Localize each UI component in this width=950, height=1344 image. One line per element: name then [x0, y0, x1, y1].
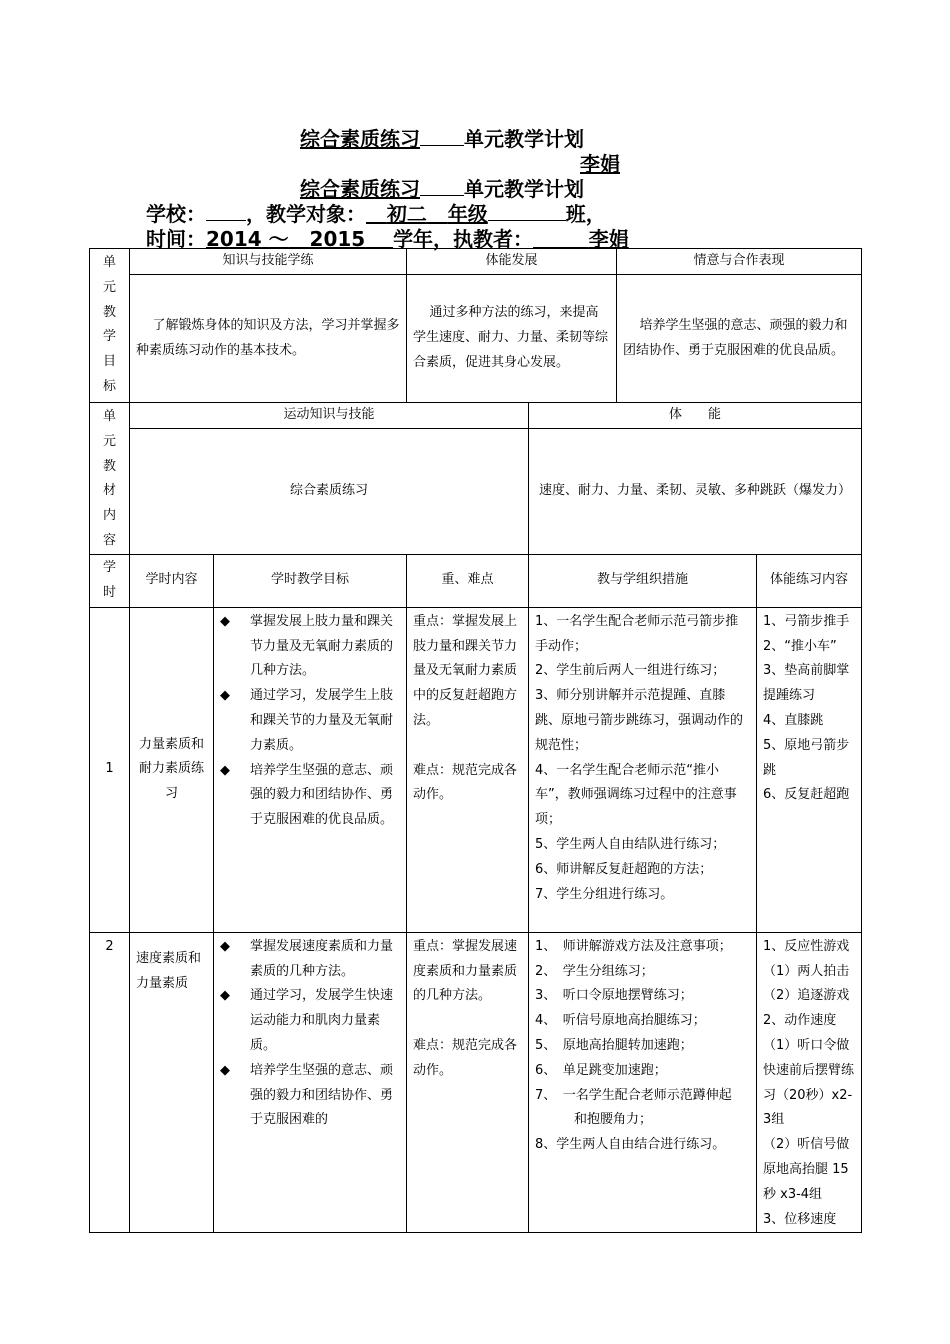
lesson-2-measure-item: 6、 单足跳变加速跑； [535, 1062, 667, 1078]
lesson-2-goal-item: ◆ 通过学习，发展学生快速运动能力和肌肉力量素质。 [220, 988, 394, 1053]
lesson-2-goal-item: ◆ 培养学生坚强的意志、顽强的毅力和团结协作、勇于克服困难的 [220, 1062, 394, 1128]
lessons-header-keypoints: 重、难点 [407, 554, 529, 607]
lessons-side-label: 学时 [90, 554, 130, 607]
lesson-1-goals [214, 607, 407, 932]
grade-value: 初二 年级 [386, 202, 488, 226]
lesson-1-measure-item: 5、学生两人自由结队进行练习； [535, 836, 726, 852]
content-header-fitness: 体 能 [529, 403, 862, 429]
school-blank [206, 202, 246, 221]
lesson-1-measure-item: 3、师分别讲解并示范提踵、直膝跳、原地弓箭步跳练习，强调动作的规范性； [535, 688, 744, 753]
title-topic: 综合素质练习 [300, 127, 420, 151]
lesson-1-measure-item: 4、一名学生配合老师示范“推小车”，教师强调练习过程中的注意事项； [535, 762, 737, 828]
lesson-1-exercise-item: 1、弓箭步推手 [763, 613, 850, 629]
goals-text-skills: 了解锻炼身体的知识及方法，学习并掌握多种素质练习动作的基本技术。 [130, 275, 407, 403]
lesson-2-difficulty: 难点：规范完成各动作。 [413, 1037, 518, 1078]
lesson-2-keypoints [407, 932, 529, 1233]
goals-header-skills: 知识与技能学练 [130, 249, 407, 275]
school-line [146, 201, 606, 227]
lesson-1-keypoints [407, 607, 529, 932]
lesson-2-measure-item: 2、 学生分组练习； [535, 963, 654, 979]
content-side-label: 单元教材内容 [90, 403, 130, 555]
lesson-2-measure-item: 3、 听口令原地摆臂练习； [535, 988, 693, 1004]
lesson-1-goal-item: ◆ 培养学生坚强的意志、顽强的毅力和团结协作、勇于克服困难的优良品质。 [220, 762, 394, 828]
lesson-1-exercise-item: 5、原地弓箭步跳 [763, 737, 850, 778]
goals-header-attitude: 情意与合作表现 [617, 249, 862, 275]
lesson-1-measures [529, 607, 757, 932]
lesson-2-measure-item: 7、 一名学生配合老师示范蹲伸起 和抱腰角力； [535, 1087, 732, 1128]
lesson-1-exercises [757, 607, 862, 932]
goals-text-fitness: 通过多种方法的练习，来提高学生速度、耐力、力量、柔韧等综合素质，促进其身心发展。 [407, 275, 617, 403]
lesson-1-measure-item: 1、一名学生配合老师示范弓箭步推手动作； [535, 613, 739, 654]
lesson-2-measure-item: 5、 原地高抬腿转加速跑； [535, 1037, 693, 1053]
lessons-header-measures: 教与学组织措施 [529, 554, 757, 607]
title-blank [420, 127, 464, 146]
lesson-2-number: 2 [90, 932, 130, 1233]
goals-text-attitude: 培养学生坚强的意志、顽强的毅力和团结协作、勇于克服困难的优良品质。 [617, 275, 862, 403]
class-suffix: 班， [565, 202, 606, 226]
lesson-2-topic: 速度素质和力量素质 [130, 932, 214, 1233]
school-label: 学校： [146, 202, 206, 226]
content-text-fitness: 速度、耐力、力量、柔韧、灵敏、多种跳跃（爆发力） [529, 429, 862, 554]
class-blank [488, 202, 566, 221]
lesson-2-measures [529, 932, 757, 1233]
year-range: 2014 ～ 2015 [206, 227, 366, 251]
title-line-2 [300, 176, 584, 202]
school-sep: ，教学对象： [246, 202, 366, 226]
title-suffix: 单元教学计划 [464, 127, 584, 151]
lesson-2-goal-item: ◆ 掌握发展速度素质和力量素质的几种方法。 [220, 938, 394, 979]
lesson-2-exercise-item: 3、位移速度 [763, 1211, 837, 1227]
content-text-skills: 综合素质练习 [130, 429, 529, 554]
lesson-1-exercise-item: 6、反复赶超跑 [763, 787, 850, 803]
lessons-header-topic: 学时内容 [130, 554, 214, 607]
goals-header-fitness: 体能发展 [407, 249, 617, 275]
lesson-2-measure-item: 4、 听信号原地高抬腿练习； [535, 1013, 706, 1029]
lesson-1-measure-item: 2、学生前后两人一组进行练习； [535, 663, 726, 679]
lesson-2-measure-item: 1、 师讲解游戏方法及注意事项； [535, 938, 732, 954]
lessons-header-goals: 学时教学目标 [214, 554, 407, 607]
lesson-2-exercise-item: （2）听信号做原地高抬腿 15 秒 x3-4组 [763, 1137, 850, 1202]
year-suffix: 学年，执教者： [393, 227, 534, 251]
lessons-header-exercises: 体能练习内容 [757, 554, 862, 607]
lesson-2-exercise-item: 2、动作速度 [763, 1013, 837, 1029]
lesson-2-exercise-item: （2）追逐游戏 [763, 988, 850, 1004]
plan-table [89, 248, 862, 1233]
author-name: 李娟 [580, 152, 620, 176]
lesson-2-measure-item: 8、学生两人自由结合进行练习。 [535, 1137, 726, 1153]
title2-blank [420, 177, 464, 196]
lesson-1-measure-item: 6、师讲解反复赶超跑的方法； [535, 861, 713, 877]
teacher-name: 李娟 [588, 227, 629, 251]
lesson-1-exercise-item: 3、垫高前脚掌提踵练习 [763, 663, 850, 704]
lesson-2-exercises [757, 932, 862, 1233]
lesson-1-goal-item: ◆ 通过学习，发展学生上肢和踝关节的力量及无氧耐力素质。 [220, 688, 394, 753]
lesson-1-topic: 力量素质和耐力素质练习 [130, 607, 214, 932]
goals-side-label: 单元教学目标 [90, 249, 130, 403]
lesson-2-goals [214, 932, 407, 1233]
lesson-1-exercise-item: 2、“推小车” [763, 638, 837, 654]
lesson-2-exercise-item: 1、反应性游戏 [763, 938, 850, 954]
lesson-2-exercise-item: （1）两人拍击 [763, 963, 850, 979]
lesson-1-measure-item: 7、学生分组进行练习。 [535, 886, 674, 902]
lesson-2-exercise-item: （1）听口令做快速前后摆臂练习（20秒）x2-3组 [763, 1037, 855, 1128]
title2-topic: 综合素质练习 [300, 177, 420, 201]
lesson-1-key: 重点：掌握发展上肢力量和踝关节力量及无氧耐力素质中的反复赶超跑方法。 [413, 613, 518, 728]
lesson-1-goal-item: ◆ 掌握发展上肢力量和踝关节力量及无氧耐力素质的几种方法。 [220, 613, 394, 679]
title-line-1 [300, 126, 584, 152]
lesson-2-key: 重点：掌握发展速度素质和力量素质的几种方法。 [413, 938, 518, 1004]
lesson-1-exercise-item: 4、直膝跳 [763, 712, 824, 728]
lesson-1-number: 1 [90, 607, 130, 932]
time-label: 时间： [146, 227, 206, 251]
lesson-1-difficulty: 难点：规范完成各动作。 [413, 762, 518, 803]
content-header-skills: 运动知识与技能 [130, 403, 529, 429]
title2-suffix: 单元教学计划 [464, 177, 584, 201]
